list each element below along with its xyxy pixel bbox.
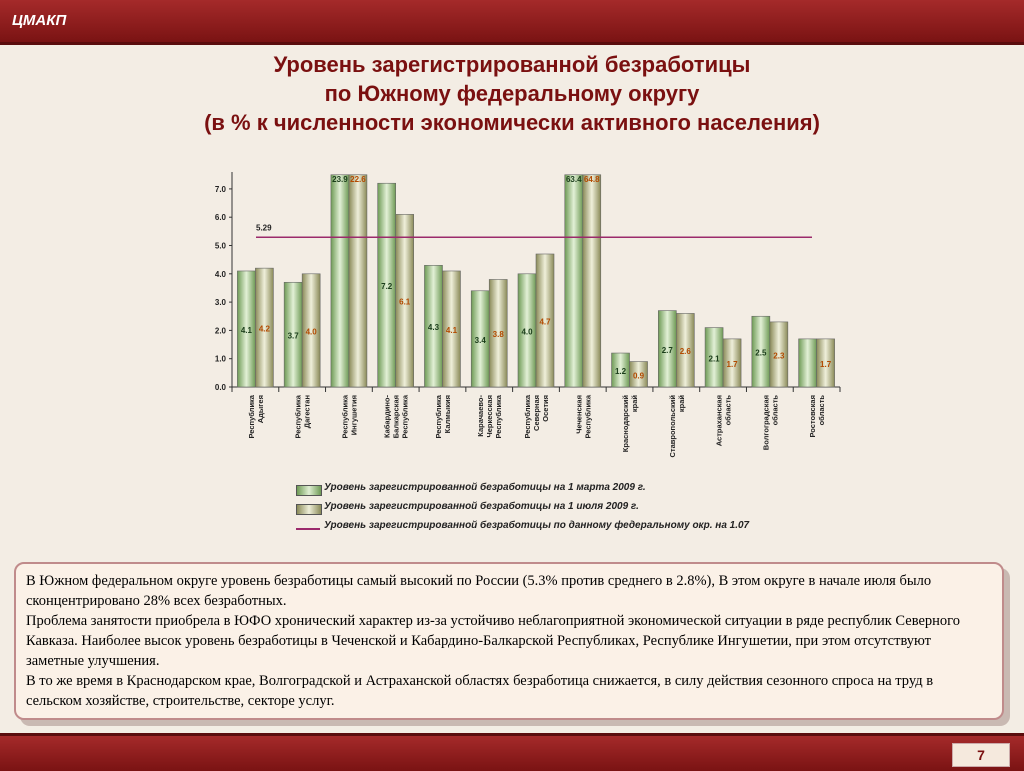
y-tick-label: 1.0 bbox=[214, 354, 226, 364]
category-label: Ростовская bbox=[808, 395, 818, 438]
bar-march bbox=[799, 339, 817, 387]
category-label: Карачаево- bbox=[476, 395, 486, 437]
category-label: Балкарская bbox=[391, 395, 401, 439]
category-label: Осетия bbox=[541, 395, 550, 422]
data-label: 23.9 bbox=[332, 175, 348, 184]
bar-chart bbox=[200, 168, 850, 478]
footer-bar bbox=[0, 733, 1024, 771]
category-label: Краснодарский bbox=[621, 395, 631, 453]
category-label: Республика bbox=[400, 395, 410, 439]
category-label: край bbox=[676, 395, 686, 413]
legend-label-july: Уровень зарегистрированной безработицы на 1 июля 2009 г. bbox=[324, 501, 639, 512]
data-label: 4.0 bbox=[305, 327, 317, 337]
data-label: 2.3 bbox=[773, 351, 785, 361]
bar-july bbox=[583, 175, 601, 387]
data-label: 2.5 bbox=[755, 348, 767, 358]
data-label: 7.2 bbox=[381, 282, 393, 292]
commentary-paragraph-2: Проблема занятости приобрела в ЮФО хронический характер из-за устойчиво неблагоприятной экономической ситуации в ряде республик Северного Кавказа. Наиболее высок уровень безработицы в Чеченской и Кабардино-Балкарской Республиках, Республике Ингушетии, при этом отсутствуют заметные улучшения. bbox=[26, 613, 961, 669]
data-label: 3.4 bbox=[474, 335, 486, 345]
data-label: 1.2 bbox=[614, 367, 627, 377]
title-line-3: (в % к численности экономически активного населения) bbox=[204, 110, 820, 135]
data-label: 6.1 bbox=[399, 297, 411, 307]
category-label: Адыгея bbox=[255, 395, 265, 424]
title-line-2: по Южному федеральному округу bbox=[324, 81, 700, 106]
legend-label-district: Уровень зарегистрированной безработицы по данному федеральному окр. на 1.07 bbox=[324, 520, 750, 531]
category-label: Кабардино- bbox=[382, 395, 392, 439]
category-label: Республика bbox=[494, 395, 504, 439]
category-label: Калмыкия bbox=[442, 395, 452, 434]
data-label: 0.9 bbox=[632, 371, 645, 381]
y-tick-label: 6.0 bbox=[214, 213, 226, 223]
category-label: Республика bbox=[340, 395, 350, 439]
category-label: Волгоградская bbox=[761, 395, 771, 451]
commentary-paragraph-1: В Южном федеральном округе уровень безработицы самый высокий по России (5.3% против среднего в 2.8%), В этом округе в начале июля было сконцентрировано 28% всех безработных. bbox=[26, 573, 932, 609]
legend-swatch-march bbox=[296, 485, 322, 496]
data-label: 3.7 bbox=[287, 331, 299, 341]
category-label: Ингушетия bbox=[349, 395, 359, 436]
commentary-box bbox=[14, 562, 1004, 720]
data-label: 4.1 bbox=[240, 325, 252, 335]
page-number: 7 bbox=[952, 743, 1010, 767]
category-label: область bbox=[723, 395, 733, 426]
legend-swatch-july bbox=[296, 504, 322, 515]
data-label: 4.1 bbox=[445, 325, 458, 335]
legend-line-district bbox=[296, 528, 320, 530]
data-label: 2.6 bbox=[679, 347, 691, 357]
data-label: 3.8 bbox=[492, 330, 504, 340]
data-label: 63.4 bbox=[565, 175, 582, 184]
category-label: Республика bbox=[246, 395, 256, 439]
category-label: Республика bbox=[523, 395, 532, 439]
commentary-paragraph-3: В то же время в Краснодарском крае, Волгоградской и Астраханской областях безработица снижается, в силу действия сезонного спроса на труд в сельском хозяйстве, строительстве, секторе услуг. bbox=[26, 673, 934, 709]
category-label: область bbox=[770, 395, 780, 426]
category-label: Астраханская bbox=[714, 395, 724, 447]
category-label: Ставропольский bbox=[667, 395, 677, 458]
data-label: 4.7 bbox=[539, 317, 551, 327]
bar-march bbox=[331, 175, 349, 387]
data-label: 4.0 bbox=[521, 327, 533, 337]
title-line-1: Уровень зарегистрированной безработицы bbox=[273, 52, 751, 77]
logo-text: ЦМАКП bbox=[12, 12, 67, 29]
category-label: Республика bbox=[583, 395, 593, 439]
data-label: 2.1 bbox=[708, 354, 720, 364]
category-label: Чеченская bbox=[574, 395, 584, 434]
header-bar bbox=[0, 0, 1024, 45]
y-tick-label: 7.0 bbox=[214, 184, 226, 194]
data-label: 4.2 bbox=[258, 324, 270, 334]
y-tick-label: 2.0 bbox=[214, 326, 226, 336]
category-label: Республика bbox=[433, 395, 443, 439]
legend-label-march: Уровень зарегистрированной безработицы на 1 марта 2009 г. bbox=[324, 482, 646, 493]
data-label: 22.6 bbox=[350, 175, 366, 184]
category-label: Черкесская bbox=[485, 395, 495, 438]
data-label: 4.3 bbox=[427, 323, 440, 333]
data-label: 1.7 bbox=[726, 359, 738, 369]
reference-line-label: 5.29 bbox=[256, 223, 272, 233]
category-label: Дагестан bbox=[302, 395, 312, 429]
data-label: 1.7 bbox=[820, 359, 832, 369]
slide-title bbox=[0, 50, 1024, 137]
category-label: край bbox=[630, 395, 640, 413]
data-label: 2.7 bbox=[661, 345, 673, 355]
data-label: 64.8 bbox=[583, 175, 600, 184]
category-label: Республика bbox=[293, 395, 303, 439]
bar-july bbox=[349, 175, 367, 387]
category-label: область bbox=[817, 395, 827, 426]
y-tick-label: 4.0 bbox=[214, 269, 226, 279]
y-tick-label: 3.0 bbox=[214, 298, 226, 308]
y-tick-label: 5.0 bbox=[214, 241, 226, 251]
category-label: Северная bbox=[532, 395, 541, 431]
y-tick-label: 0.0 bbox=[214, 383, 226, 392]
bar-march bbox=[565, 175, 583, 387]
